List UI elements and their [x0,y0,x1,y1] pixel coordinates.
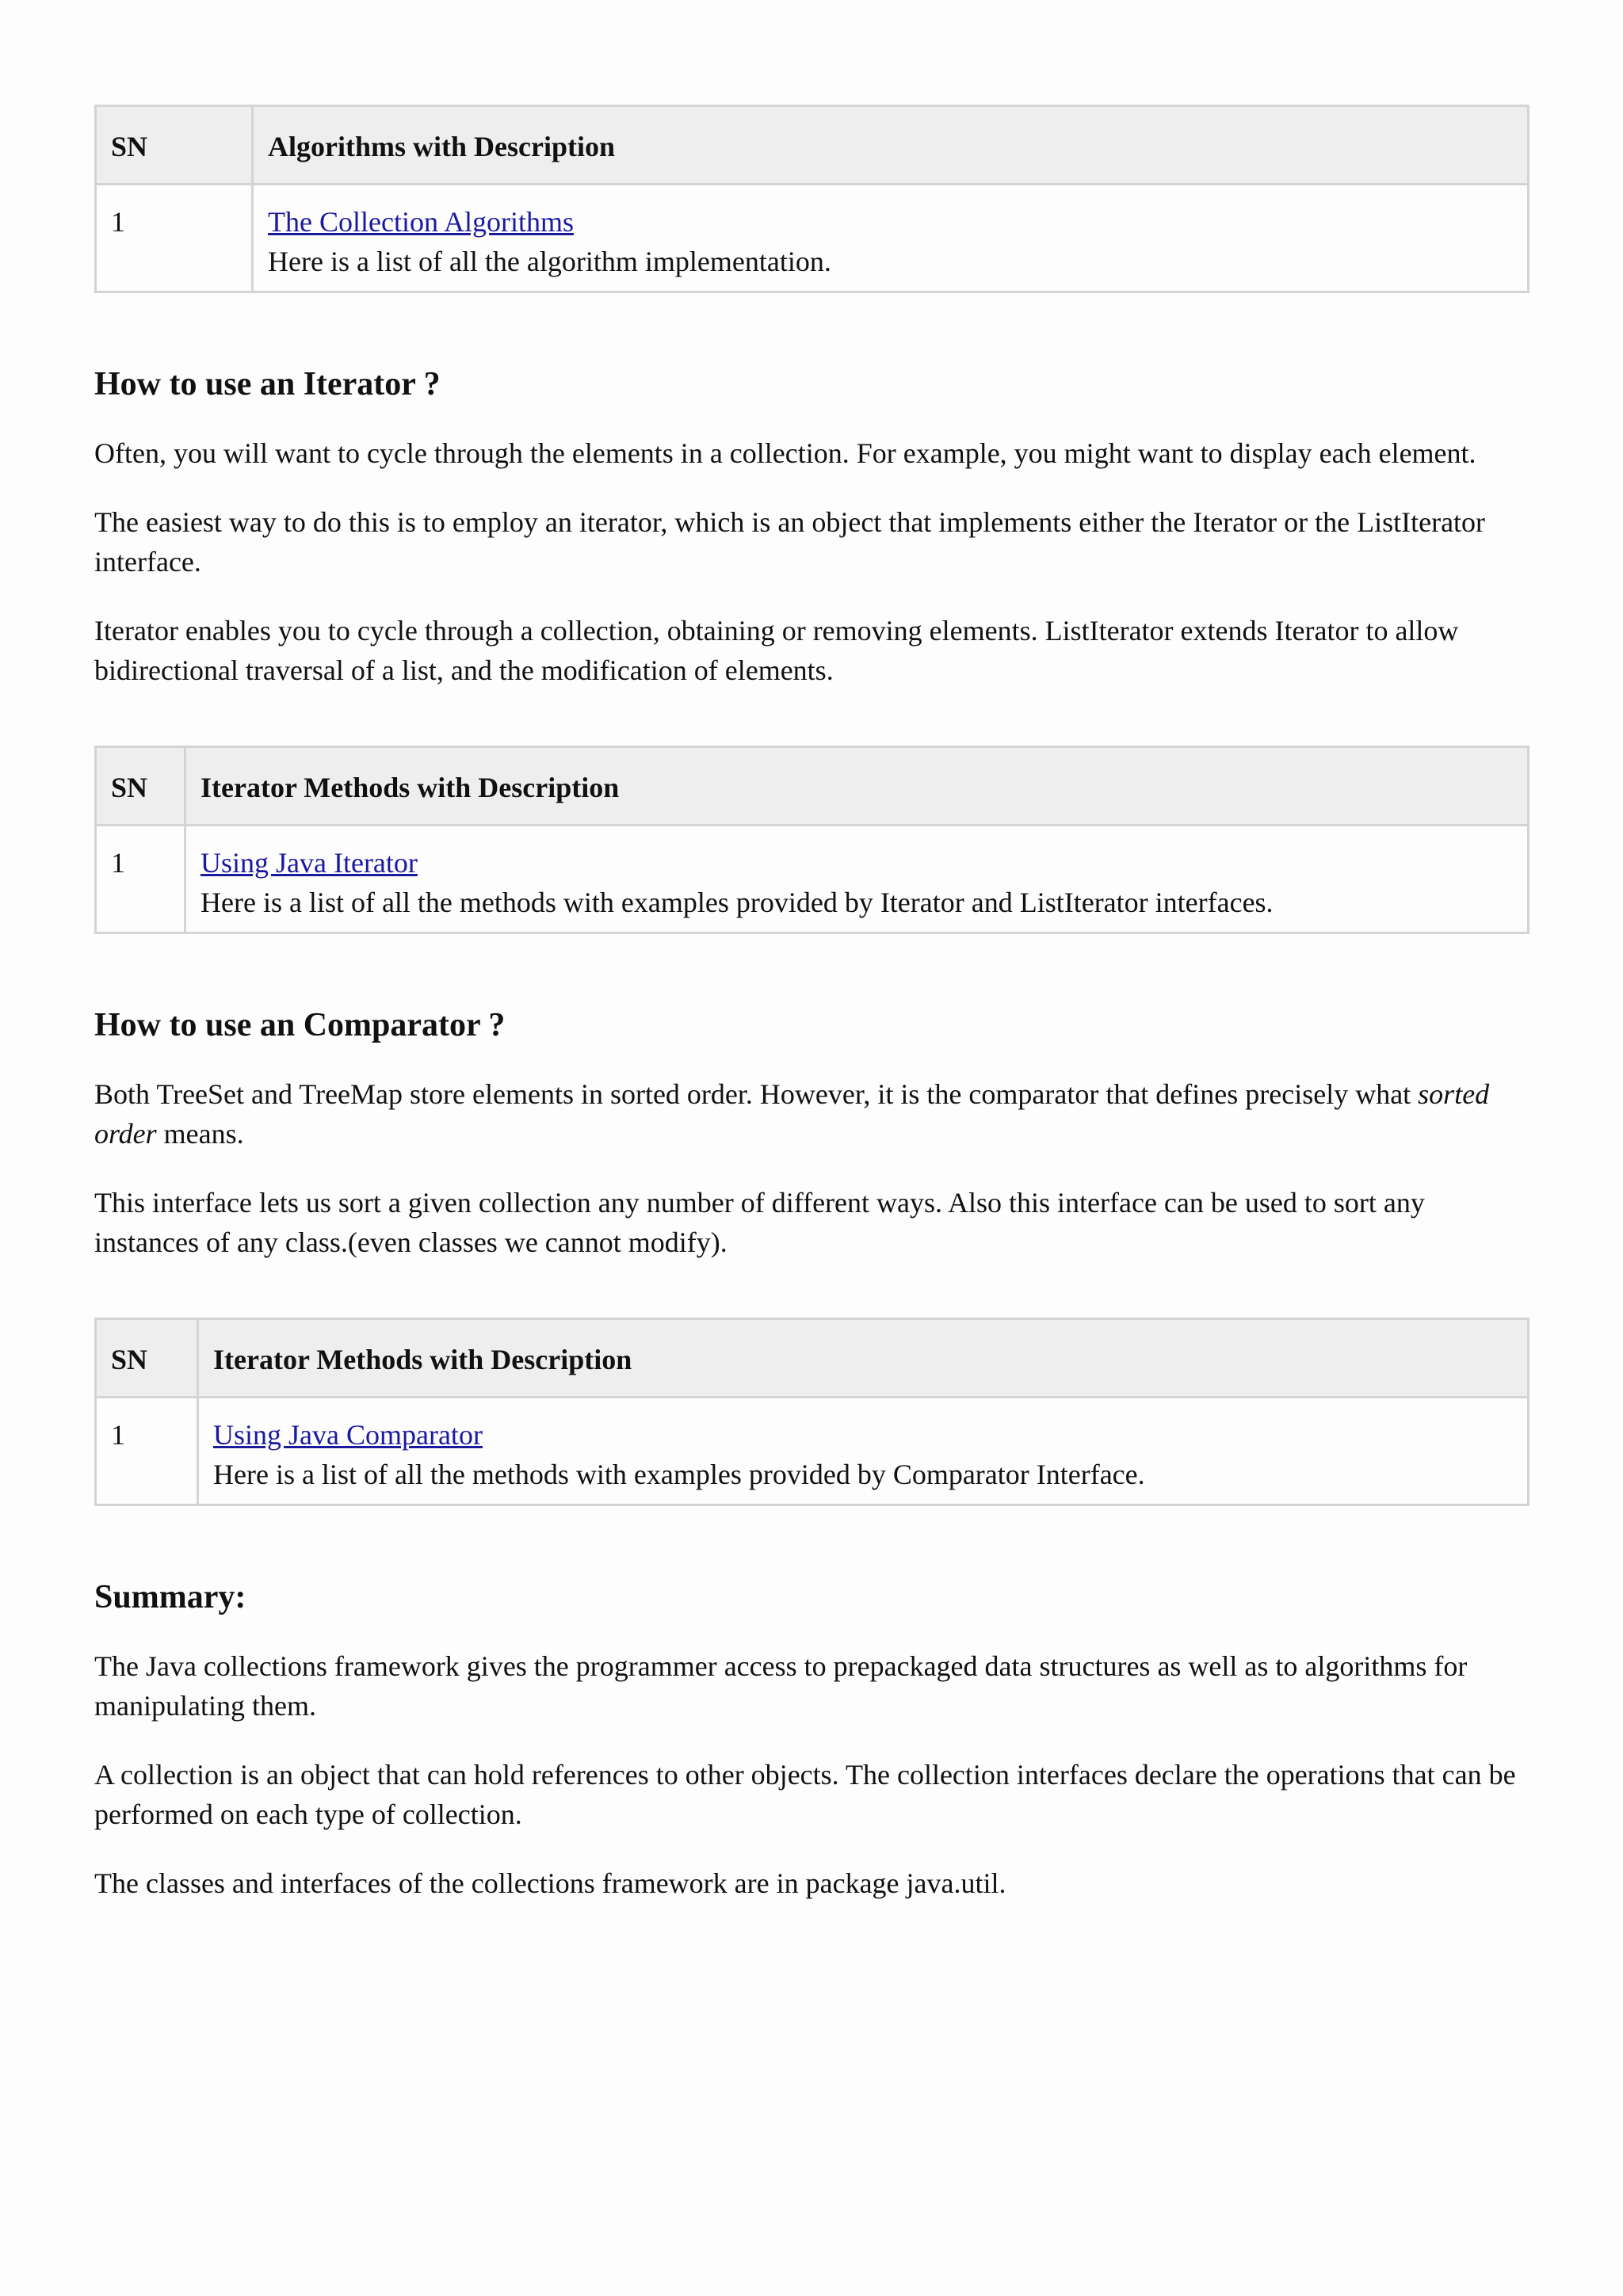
row-description: Here is a list of all the methods with examples provided by Iterator and ListIterator interfaces. [200,887,1274,918]
iterator-heading: How to use an Iterator ? [94,366,441,402]
paragraph-text: Both TreeSet and TreeMap store elements in sorted order. However, it is the comparator that defines precisely what [94,1078,1419,1110]
algorithms-table [94,105,1529,293]
description-header: Iterator Methods with Description [185,747,1529,826]
comparator-heading: How to use an Comparator ? [94,1007,506,1043]
table-row [96,1398,1529,1505]
collection-algorithms-link[interactable]: The Collection Algorithms [268,206,574,238]
description-cell [253,185,1529,292]
table-header-row [96,106,1529,185]
description-cell [185,826,1529,933]
sn-header: SN [96,1319,198,1398]
using-java-comparator-link[interactable]: Using Java Comparator [213,1419,483,1451]
sn-cell: 1 [96,1398,198,1505]
table-header-row [96,1319,1529,1398]
paragraph: A collection is an object that can hold references to other objects. The collection interfaces declare the operations that can be performed on each type of collection. [94,1759,1516,1830]
row-description: Here is a list of all the methods with examples provided by Comparator Interface. [213,1459,1145,1490]
paragraph: The classes and interfaces of the collections framework are in package java.util. [94,1867,1006,1899]
emphasis-text: sorted order [94,1078,1490,1150]
paragraph: Iterator enables you to cycle through a collection, obtaining or removing elements. ListIterator extends Iterator to allow bidirectional traversal of a list, and the modification of elements. [94,615,1459,686]
sn-cell: 1 [96,826,185,933]
paragraph: The easiest way to do this is to employ an iterator, which is an object that implements either the Iterator or the ListIterator interface. [94,506,1486,578]
iterator-methods-table [94,746,1529,934]
document-page [94,105,1529,1903]
table-row [96,826,1529,933]
sn-cell: 1 [96,185,253,292]
description-cell [198,1398,1529,1505]
table-row [96,185,1529,292]
paragraph: This interface lets us sort a given collection any number of different ways. Also this interface can be used to sort any instances of any class.(even classes we cannot modify). [94,1187,1425,1258]
row-description: Here is a list of all the algorithm implementation. [268,246,831,277]
paragraph-text: means. [156,1118,244,1150]
paragraph: The Java collections framework gives the programmer access to prepackaged data structures as well as to algorithms for manipulating them. [94,1650,1468,1722]
description-header: Iterator Methods with Description [198,1319,1529,1398]
sn-header: SN [96,106,253,185]
table-header-row [96,747,1529,826]
comparator-methods-table [94,1318,1529,1506]
summary-heading: Summary: [94,1579,246,1615]
using-java-iterator-link[interactable]: Using Java Iterator [200,847,418,879]
sn-header: SN [96,747,185,826]
paragraph: Often, you will want to cycle through the elements in a collection. For example, you might want to display each element. [94,437,1476,469]
paragraph [94,1074,1529,1154]
description-header: Algorithms with Description [253,106,1529,185]
